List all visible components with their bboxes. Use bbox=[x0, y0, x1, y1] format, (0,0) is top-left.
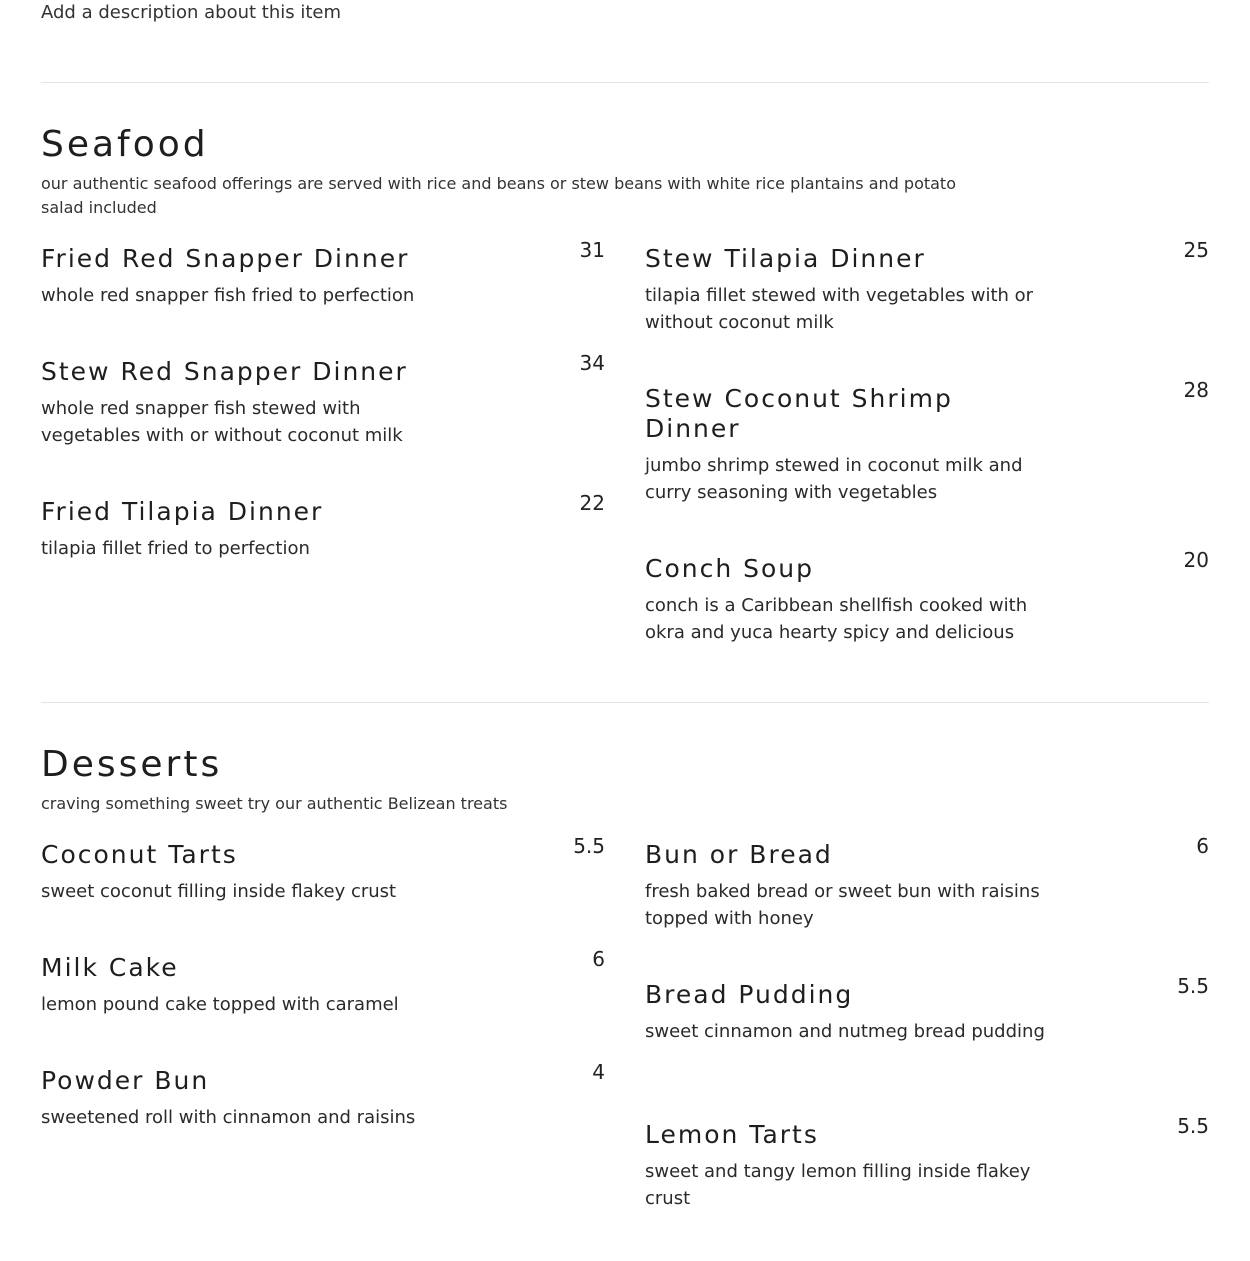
item-price: 28 bbox=[1183, 378, 1209, 402]
item-description: sweetened roll with cinnamon and raisins bbox=[41, 1107, 416, 1128]
item-price: 5.5 bbox=[573, 834, 605, 858]
menu-item[interactable] bbox=[645, 974, 1209, 1045]
item-description: conch is a Caribbean shellfish cooked with okra and yuca hearty spicy and delicious bbox=[645, 595, 1028, 643]
menu-item[interactable] bbox=[41, 834, 605, 905]
item-name: Conch Soup bbox=[645, 554, 815, 583]
menu-item[interactable] bbox=[41, 351, 605, 449]
item-name: Stew Coconut Shrimp Dinner bbox=[645, 384, 953, 443]
item-description: whole red snapper fish fried to perfection bbox=[41, 285, 415, 306]
menu-item[interactable] bbox=[645, 378, 1209, 506]
menu-item[interactable] bbox=[645, 548, 1209, 646]
section-subtitle-desserts: craving something sweet try our authentic Belizean treats bbox=[41, 794, 508, 813]
item-name: Bread Pudding bbox=[645, 980, 854, 1009]
item-description: fresh baked bread or sweet bun with raisins topped with honey bbox=[645, 881, 1040, 929]
item-description: whole red snapper fish stewed with vegetables with or without coconut milk bbox=[41, 398, 403, 446]
item-price: 6 bbox=[592, 947, 605, 971]
item-name: Powder Bun bbox=[41, 1066, 210, 1095]
section-divider bbox=[41, 82, 1209, 83]
item-description: lemon pound cake topped with caramel bbox=[41, 994, 399, 1015]
item-price: 20 bbox=[1183, 548, 1209, 572]
item-description: sweet and tangy lemon filling inside flakey crust bbox=[645, 1161, 1031, 1209]
menu-item[interactable] bbox=[41, 238, 605, 309]
menu-item[interactable] bbox=[41, 1060, 605, 1131]
section-title-seafood: Seafood bbox=[41, 124, 209, 165]
menu-item[interactable] bbox=[645, 238, 1209, 336]
item-price: 34 bbox=[579, 351, 605, 375]
section-subtitle-seafood: our authentic seafood offerings are served with rice and beans or stew beans with white rice plantains and potato salad included bbox=[41, 174, 956, 217]
menu-item[interactable] bbox=[645, 834, 1209, 932]
item-name: Bun or Bread bbox=[645, 840, 833, 869]
section-title-desserts: Desserts bbox=[41, 744, 223, 785]
item-price: 31 bbox=[579, 238, 605, 262]
item-price: 25 bbox=[1183, 238, 1209, 262]
item-description: tilapia fillet fried to perfection bbox=[41, 538, 310, 559]
item-name: Fried Red Snapper Dinner bbox=[41, 244, 410, 273]
item-name: Milk Cake bbox=[41, 953, 179, 982]
item-price: 4 bbox=[592, 1060, 605, 1084]
item-price: 5.5 bbox=[1177, 974, 1209, 998]
item-description: tilapia fillet stewed with vegetables with or without coconut milk bbox=[645, 285, 1034, 333]
item-name: Stew Tilapia Dinner bbox=[645, 244, 926, 273]
item-name: Fried Tilapia Dinner bbox=[41, 497, 324, 526]
item-name: Lemon Tarts bbox=[645, 1120, 819, 1149]
menu-item[interactable] bbox=[645, 1114, 1209, 1212]
item-description: Add a description about this item bbox=[41, 2, 342, 23]
menu-item[interactable] bbox=[41, 491, 605, 562]
section-divider bbox=[41, 702, 1209, 703]
item-description: sweet coconut filling inside flakey crust bbox=[41, 881, 397, 902]
item-price: 6 bbox=[1196, 834, 1209, 858]
item-description: sweet cinnamon and nutmeg bread pudding bbox=[645, 1021, 1045, 1042]
item-name: Stew Red Snapper Dinner bbox=[41, 357, 408, 386]
item-description: jumbo shrimp stewed in coconut milk and curry seasoning with vegetables bbox=[645, 455, 1023, 503]
menu-item[interactable] bbox=[41, 947, 605, 1018]
item-name: Coconut Tarts bbox=[41, 840, 238, 869]
item-price: 22 bbox=[579, 491, 605, 515]
item-price: 5.5 bbox=[1177, 1114, 1209, 1138]
